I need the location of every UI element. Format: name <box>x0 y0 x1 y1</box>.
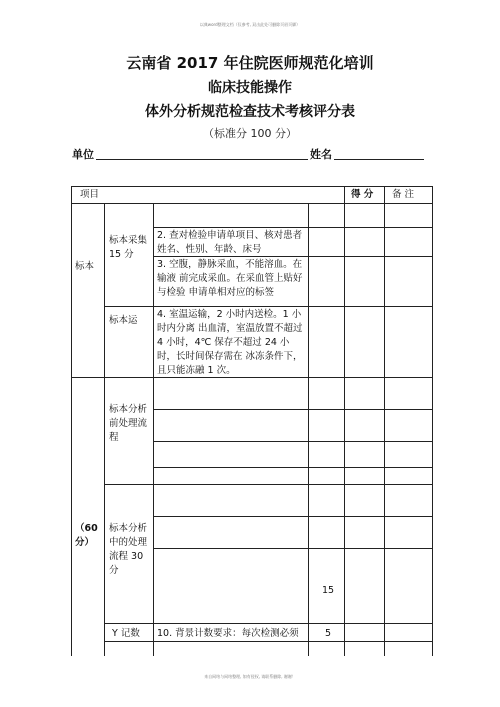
row-line-8 <box>104 484 432 485</box>
col-3-line <box>308 203 309 656</box>
row-line-10 <box>153 548 432 549</box>
table-top-border <box>71 186 432 187</box>
collect-label: 标本采集 15 分 <box>109 235 148 260</box>
row-line-5 <box>153 409 432 410</box>
item-2-text: 2. 查对检验申请单项目、核对患者姓名、性别、年龄、床号 <box>157 230 303 255</box>
table-right-border <box>432 186 433 656</box>
header-remark: 备 注 <box>392 189 415 200</box>
mid-analysis-label: 标本分析中的处理流程 30 分 <box>109 523 148 576</box>
row-line-3 <box>104 306 432 307</box>
row-line-7 <box>153 467 432 468</box>
transport-label: 标本运 <box>109 315 138 326</box>
section-specimen-label: 标本 <box>75 261 95 272</box>
mid-analysis-score: 15 <box>322 585 335 596</box>
title-line1: 云南省 2017 年住院医师规范化培训 <box>126 54 374 72</box>
row-line-12 <box>104 641 432 642</box>
item-3-text: 3. 空腹，静脉采血，不能溶血。在输液 前完成采血。在采血管上贴好与检验 申请单相对应的标签 <box>157 259 303 298</box>
title-line2: 临床技能操作 <box>208 80 292 96</box>
item-10-score: 5 <box>325 628 332 639</box>
subtitle: （标准分 100 分） <box>203 127 297 140</box>
info-row <box>72 146 424 162</box>
row-line-11 <box>104 623 432 624</box>
count-label: Y 记数 <box>112 628 140 639</box>
name-blank <box>334 159 424 160</box>
table-left-border <box>71 186 72 656</box>
col-1-line <box>104 203 105 656</box>
header-bottom-line <box>71 203 432 204</box>
row-line-9 <box>153 516 432 517</box>
title-line3: 体外分析规范检查技术考核评分表 <box>145 104 355 120</box>
section-analysis-label: （60 分） <box>75 523 98 548</box>
col-2-line <box>153 203 154 656</box>
unit-label: 单位 <box>72 148 94 161</box>
row-line-6 <box>153 441 432 442</box>
name-label: 姓名 <box>310 148 332 161</box>
header-item: 项目 <box>80 189 100 200</box>
pre-analysis-label: 标本分析前处理流程 <box>109 404 148 443</box>
header-score: 得 分 <box>351 189 374 200</box>
item-4-text: 4. 室温运输，2 小时内送检。1 小时内分离 出血清，室温放置不超过 4 小时，4℃ 保存不超过 24 小时，长时间保存需在 冰冻条件下，且只能冻融 1 次。 <box>157 309 303 376</box>
item-10-text: 10. 背景计数要求：每次检测必须 <box>157 628 299 639</box>
unit-blank <box>96 159 308 160</box>
header-note: 以典word整理文档（仅参考, 双击此处可删除页眉页脚） <box>199 22 301 27</box>
row-line-1 <box>153 227 432 228</box>
footer-note: 来自网络与网络整理, 如有侵权, 请联系删除, 谢谢！ <box>204 674 296 679</box>
